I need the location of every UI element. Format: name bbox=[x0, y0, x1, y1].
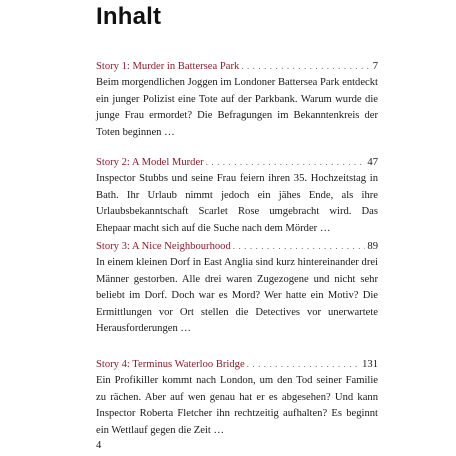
story-title: Story 3: A Nice Neighbourhood bbox=[96, 241, 231, 252]
story-description: Beim morgendlichen Joggen im Londoner Battersea Park entdeckt ein junger Polizist eine Tote auf der Parkbank. Warum wurde die junge Frau ermordet? Die Befragungen im Bekanntenkreis der Toten beginnen … bbox=[96, 77, 378, 138]
page-number: 131 bbox=[362, 359, 378, 370]
page-title: Inhalt bbox=[96, 3, 162, 30]
toc-entry-heading bbox=[96, 356, 378, 373]
toc-entry-story-2 bbox=[96, 154, 378, 237]
story-title: Story 4: Terminus Waterloo Bridge bbox=[96, 359, 245, 370]
toc-entry-heading bbox=[96, 154, 378, 171]
story-title: Story 2: A Model Murder bbox=[96, 157, 204, 168]
page-number: 47 bbox=[367, 157, 378, 168]
toc-entry-story-1 bbox=[96, 58, 378, 141]
toc-entry-story-3 bbox=[96, 238, 378, 338]
dot-leader bbox=[233, 238, 366, 255]
toc-entry-heading bbox=[96, 58, 378, 75]
story-description: Inspector Stubbs und seine Frau feiern ihren 35. Hochzeitstag in Bath. Ihr Urlaub nimmt jedoch ein jähes Ende, als ihre Urlaubsbekanntschaft Scarlet Rose umgebracht wird. Das Ehepaar macht sich auf die Suche nach dem Mörder … bbox=[96, 173, 378, 234]
dot-leader bbox=[206, 154, 366, 171]
story-description: In einem kleinen Dorf in East Anglia sind kurz hintereinander drei Männer gestorben. Alle drei waren Zugezogene und nicht sehr beliebt im Dorf. Doch war es Mord? Wer hatte ein Motiv? Die Ermittlungen vor Ort stellen die Detectives vor unerwartete Herausforderungen … bbox=[96, 257, 378, 334]
story-title: Story 1: Murder in Battersea Park bbox=[96, 61, 240, 72]
page-number: 7 bbox=[372, 61, 378, 72]
dot-leader bbox=[247, 356, 360, 373]
toc-entry-story-4 bbox=[96, 356, 378, 439]
page-number: 89 bbox=[367, 241, 378, 252]
folio-page-number: 4 bbox=[96, 440, 102, 451]
toc-entry-heading bbox=[96, 238, 378, 255]
story-description: Ein Profikiller kommt nach London, um den Tod seiner Familie zu rächen. Aber auf wen genau hat er es abgesehen? Und kann Inspector Roberta Fletcher ihn rechtzeitig aufhalten? Es beginnt ein Wettlauf gegen die Zeit … bbox=[96, 375, 378, 436]
dot-leader bbox=[241, 58, 370, 75]
